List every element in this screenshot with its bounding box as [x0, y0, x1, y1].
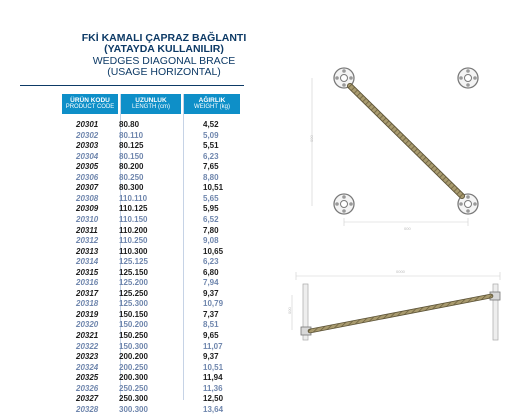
- length-cell: 110.300: [119, 246, 148, 256]
- weight-cell: 13,64: [203, 404, 224, 414]
- header-product-code-sub: PRODUCT CODE: [65, 104, 115, 110]
- brace-tube: [350, 86, 462, 196]
- product-code-cell: 20313: [76, 246, 99, 256]
- length-cell: 125.300: [119, 299, 148, 309]
- weight-cell: 9,08: [203, 236, 219, 246]
- weight-cell: 11,36: [203, 383, 223, 393]
- product-code-cell: 20323: [76, 352, 99, 362]
- length-cell: 250.250: [119, 383, 148, 393]
- weight-cell: 7,94: [203, 278, 219, 288]
- product-code-cell: 20302: [76, 130, 99, 140]
- length-cell: 200.300: [119, 373, 148, 383]
- length-cell: 110.250: [119, 236, 148, 246]
- weight-cell: 5,65: [203, 193, 219, 203]
- product-code-cell: 20305: [76, 162, 99, 172]
- length-cell: 150.200: [119, 320, 148, 330]
- diagonal-brace-top-drawing: [309, 68, 478, 231]
- product-code-cell: 20314: [76, 257, 99, 267]
- title-tr-line2: (YATAYDA KULLANILIR): [104, 43, 224, 55]
- length-cell: 110.200: [119, 225, 148, 235]
- weight-cell: 9,65: [203, 331, 219, 340]
- title-tr-line1: FKİ KAMALI ÇAPRAZ BAĞLANTI: [81, 32, 247, 44]
- length-cell: 110.125: [119, 204, 148, 214]
- length-cell: 80.110: [119, 130, 144, 140]
- product-code-cell: 20326: [76, 383, 99, 393]
- header-length-sub: LENGTH (cm): [132, 104, 170, 110]
- weight-cell: 5,09: [203, 130, 219, 140]
- weight-cell: 8,80: [203, 172, 219, 182]
- product-code-cell: 20324: [76, 362, 99, 372]
- weight-cell: 12,50: [203, 394, 224, 404]
- weight-cell: 10,51: [203, 183, 224, 193]
- length-cell: 250.300: [119, 394, 148, 404]
- product-code-cell: 20317: [76, 288, 99, 298]
- product-code-cell: 20312: [76, 236, 99, 246]
- weight-cell: 11,07: [203, 341, 223, 351]
- product-code-cell: 20328: [76, 404, 99, 414]
- product-code-cell: 20319: [76, 309, 99, 319]
- weight-cell: 6,23: [203, 257, 219, 267]
- length-cell: 80.250: [119, 172, 144, 182]
- weight-cell: 7,65: [203, 162, 219, 172]
- title-en-line1: WEDGES DIAGONAL BRACE: [92, 55, 236, 67]
- product-code-cell: 20303: [76, 141, 99, 151]
- length-cell: 80.300: [119, 183, 144, 193]
- weight-cell: 8,51: [203, 320, 219, 330]
- product-code-cell: 20301: [76, 120, 99, 129]
- weight-cell: 10,65: [203, 246, 224, 256]
- dimension-label: 000: [404, 226, 411, 231]
- product-code-cell: 20315: [76, 267, 99, 277]
- weight-cell: 7,37: [203, 309, 219, 319]
- product-code-cell: 20304: [76, 151, 99, 161]
- length-cell: 125.150: [119, 267, 148, 277]
- length-cell: 125.125: [119, 257, 148, 267]
- header-length-main: UZUNLUK: [135, 97, 167, 104]
- header-weight-sub: WEIGHT (kg): [194, 104, 230, 110]
- product-code-cell: 20311: [76, 225, 98, 235]
- length-cell: 150.150: [119, 309, 148, 319]
- weight-cell: 5,51: [203, 141, 219, 151]
- weight-cell: 11,94: [203, 373, 223, 383]
- weight-cell: 6,80: [203, 267, 219, 277]
- weight-cell: 6,23: [203, 151, 219, 161]
- title-en-line2: (USAGE HORIZONTAL): [107, 66, 221, 78]
- dimension-label: 000: [287, 307, 292, 314]
- rosette: [334, 194, 354, 214]
- weight-cell: 10,51: [203, 362, 224, 372]
- length-cell: 150.250: [119, 331, 148, 340]
- product-code-cell: 20306: [76, 172, 99, 182]
- length-cell: 110.110: [119, 193, 148, 203]
- dimension-label: 000: [309, 135, 314, 142]
- product-code-cell: 20322: [76, 341, 99, 351]
- length-cell: 80.80: [119, 120, 140, 129]
- header-weight-main: AĞIRLIK: [198, 97, 226, 104]
- weight-cell: 6,52: [203, 214, 219, 224]
- product-code-cell: 20307: [76, 183, 99, 193]
- product-code-cell: 20318: [76, 299, 99, 309]
- length-cell: 80.125: [119, 141, 144, 151]
- header-product-code-main: ÜRÜN KODU: [70, 97, 110, 104]
- product-code-cell: 20325: [76, 373, 99, 383]
- weight-cell: 10,79: [203, 299, 224, 309]
- length-cell: 300.300: [119, 404, 148, 414]
- product-code-cell: 20327: [76, 394, 99, 404]
- length-cell: 125.200: [119, 278, 148, 288]
- weight-cell: 9,37: [203, 288, 219, 298]
- product-code-cell: 20320: [76, 320, 99, 330]
- weight-cell: 5,95: [203, 204, 219, 214]
- rosette: [458, 68, 478, 88]
- length-cell: 150.300: [119, 341, 148, 351]
- product-code-cell: 20309: [76, 204, 99, 214]
- length-cell: 200.250: [119, 362, 148, 372]
- length-cell: 110.150: [119, 214, 148, 224]
- diagonal-brace-side-drawing: [287, 269, 500, 340]
- weight-cell: 4,52: [203, 120, 219, 129]
- weight-cell: 7,80: [203, 225, 219, 235]
- product-code-cell: 20308: [76, 193, 99, 203]
- weight-cell: 9,37: [203, 352, 219, 362]
- length-cell: 80.200: [119, 162, 144, 172]
- length-cell: 200.200: [119, 352, 148, 362]
- dimension-label: 0000: [396, 269, 405, 274]
- product-code-cell: 20321: [76, 331, 99, 340]
- length-cell: 80.150: [119, 151, 144, 161]
- brace-tube: [310, 296, 491, 331]
- product-code-cell: 20310: [76, 214, 99, 224]
- length-cell: 125.250: [119, 288, 148, 298]
- product-code-cell: 20316: [76, 278, 99, 288]
